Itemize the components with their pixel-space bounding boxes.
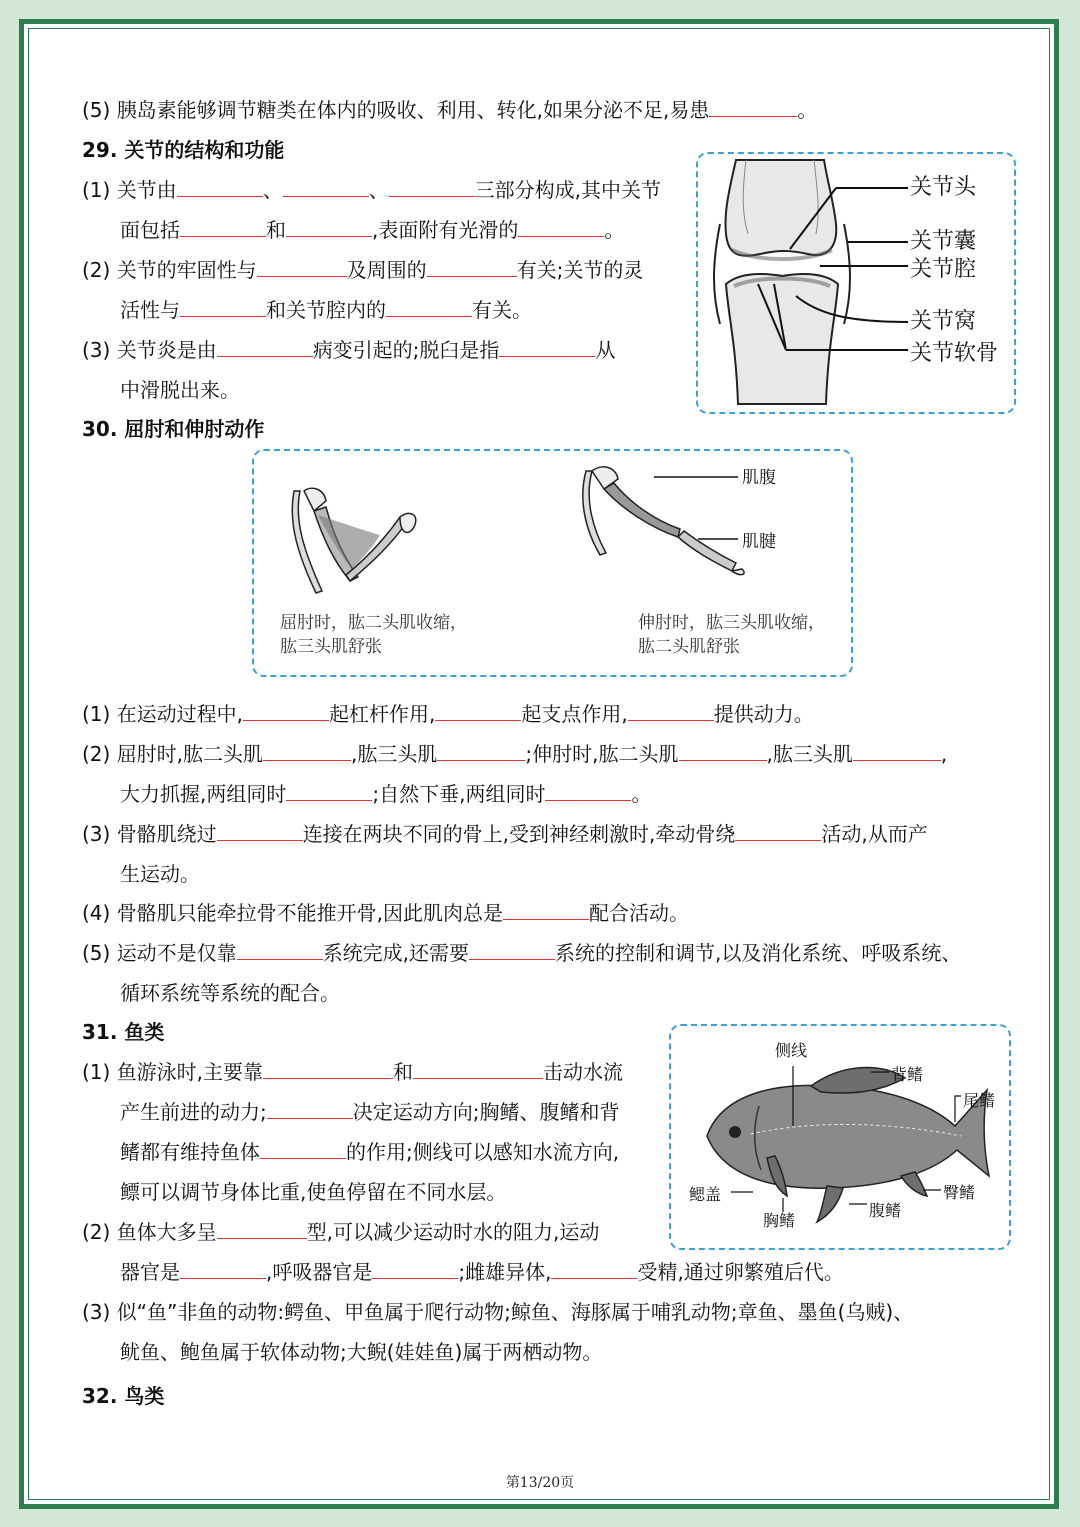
q28-5-line: (5) 胰岛素能够调节糖类在体内的吸收、利用、转化,如果分泌不足,易患 。: [82, 98, 818, 122]
q29-1-line-a: (1) 关节由 、 、 三部分构成,其中关节: [82, 178, 662, 202]
extended-arm: [583, 467, 744, 575]
q31-3-line-b: 鱿鱼、鲍鱼属于软体动物;大鲵(娃娃鱼)属于两栖动物。: [120, 1340, 603, 1364]
joint-label-socket: 关节窝: [910, 309, 977, 334]
fish-label-pectoral-fin: 胸鳍: [763, 1211, 796, 1230]
blank[interactable]: [551, 1258, 637, 1279]
joint-label-cavity: 关节腔: [910, 257, 977, 282]
blank[interactable]: [628, 700, 714, 721]
q31-2-line-a: (2) 鱼体大多呈 型,可以减少运动时水的阻力,运动: [82, 1220, 600, 1244]
blank[interactable]: [263, 1058, 393, 1079]
blank[interactable]: [437, 740, 525, 761]
flex-caption: [280, 611, 467, 659]
q29-3-line-a: (3) 关节炎是由 病变引起的;脱臼是指 从: [82, 338, 616, 362]
q31-2-line-b: 器官是 ,呼吸器官是 ;雌雄异体, 受精,通过卵繁殖后代。: [120, 1260, 844, 1284]
blank[interactable]: [389, 176, 475, 197]
blank[interactable]: [180, 296, 266, 317]
flex-caption-line1: 屈肘时，肱二头肌收缩，: [280, 613, 467, 633]
q30-2-line-b: 大力抓握,两组同时 ;自然下垂,两组同时 。: [120, 782, 652, 806]
q31-3-line-a: (3) 似“鱼”非鱼的动物:鳄鱼、甲鱼属于爬行动物;鲸鱼、海豚属于哺乳动物;章鱼、墨鱼(乌贼)、: [82, 1300, 914, 1324]
q30-4-line: (4) 骨骼肌只能牵拉骨不能推开骨,因此肌肉总是 配合活动。: [82, 901, 690, 925]
joint-label-capsule: 关节囊: [910, 229, 977, 254]
q30-2-line-a: (2) 屈肘时,肱二头肌 ,肱三头肌 ;伸肘时,肱二头肌 ,肱三头肌 ,: [82, 742, 948, 766]
fish-diagram: [669, 1024, 1011, 1250]
blank[interactable]: [435, 700, 521, 721]
fish-label-dorsal-fin: 背鳍: [891, 1065, 924, 1084]
q30-3-line-a: (3) 骨骼肌绕过 连接在两块不同的骨上,受到神经刺激时,牵动骨绕 活动,从而产: [82, 822, 928, 846]
q30-3-line-b: 生运动。: [120, 862, 200, 886]
blank[interactable]: [237, 939, 323, 960]
blank[interactable]: [413, 1058, 543, 1079]
blank[interactable]: [217, 1218, 307, 1239]
blank[interactable]: [469, 939, 555, 960]
fish-label-pelvic-fin: 腹鳍: [869, 1201, 902, 1220]
blank[interactable]: [735, 820, 821, 841]
blank[interactable]: [260, 1138, 346, 1159]
blank[interactable]: [243, 700, 329, 721]
page-number: 第13/20页: [505, 1475, 575, 1491]
flex-caption-line2: 肱三头肌舒张: [280, 637, 382, 657]
fish-label-anal-fin: 臀鳍: [943, 1183, 976, 1202]
blank[interactable]: [679, 740, 767, 761]
q30-5-line-b: 循环系统等系统的配合。: [120, 981, 340, 1005]
fish-label-lateral-line: 侧线: [775, 1041, 808, 1060]
ext-caption-line2: 肱二头肌舒张: [638, 637, 740, 657]
q31-1-line-d: 鳔可以调节身体比重,使鱼停留在不同水层。: [120, 1180, 507, 1204]
blank[interactable]: [545, 780, 631, 801]
joint-label-cartilage: 关节软骨: [910, 341, 999, 366]
blank[interactable]: [286, 216, 372, 237]
q29-1-line-b: 面包括 和 ,表面附有光滑的 。: [120, 218, 625, 242]
q30-5-line-a: (5) 运动不是仅靠 系统完成,还需要 系统的控制和调节,以及消化系统、呼吸系统、: [82, 941, 962, 965]
q29-2-line-a: (2) 关节的牢固性与 及周围的 有关;关节的灵: [82, 258, 644, 282]
q31-1-line-b: 产生前进的动力; 决定运动方向;胸鳍、腹鳍和背: [120, 1100, 620, 1124]
section-32-title: 32. 鸟类: [82, 1384, 165, 1408]
q29-2-line-b: 活性与 和关节腔内的 有关。: [120, 298, 532, 322]
q30-1-line: (1) 在运动过程中, 起杠杆作用, 起支点作用, 提供动力。: [82, 702, 814, 726]
joint-diagram: [696, 152, 1016, 414]
blank[interactable]: [257, 256, 347, 277]
blank[interactable]: [853, 740, 941, 761]
fish-label-tail-fin: 尾鳍: [963, 1091, 996, 1110]
ext-caption: [638, 611, 825, 659]
arm-label-belly: 肌腹: [742, 468, 776, 488]
joint-label-head: 关节头: [910, 175, 977, 200]
arm-diagram: [252, 449, 853, 677]
q31-1-line-c: 鳍都有维持鱼体 的作用;侧线可以感知水流方向,: [120, 1140, 620, 1164]
blank[interactable]: [263, 740, 351, 761]
blank[interactable]: [372, 1258, 458, 1279]
section-31-title: 31. 鱼类: [82, 1020, 165, 1044]
blank[interactable]: [180, 216, 266, 237]
blank[interactable]: [177, 176, 263, 197]
blank[interactable]: [503, 899, 589, 920]
blank[interactable]: [180, 1258, 266, 1279]
section-30-title: 30. 屈肘和伸肘动作: [82, 417, 265, 441]
q31-1-line-a: (1) 鱼游泳时,主要靠 和 击动水流: [82, 1060, 624, 1084]
fish-illustration: [671, 1026, 1009, 1248]
fish-label-gill-cover: 鳃盖: [689, 1185, 722, 1204]
blank[interactable]: [386, 296, 472, 317]
blank[interactable]: [283, 176, 369, 197]
section-29-title: 29. 关节的结构和功能: [82, 138, 285, 162]
arm-label-tendon: 肌腱: [742, 532, 776, 552]
ext-caption-line1: 伸肘时，肱三头肌收缩，: [638, 613, 825, 633]
blank[interactable]: [217, 336, 313, 357]
blank[interactable]: [286, 780, 372, 801]
blank[interactable]: [499, 336, 595, 357]
flexed-arm: [292, 488, 416, 593]
blank[interactable]: [427, 256, 517, 277]
q29-3-line-b: 中滑脱出来。: [120, 378, 240, 402]
blank[interactable]: [709, 96, 797, 117]
blank[interactable]: [518, 216, 604, 237]
blank[interactable]: [217, 820, 303, 841]
blank[interactable]: [267, 1098, 353, 1119]
